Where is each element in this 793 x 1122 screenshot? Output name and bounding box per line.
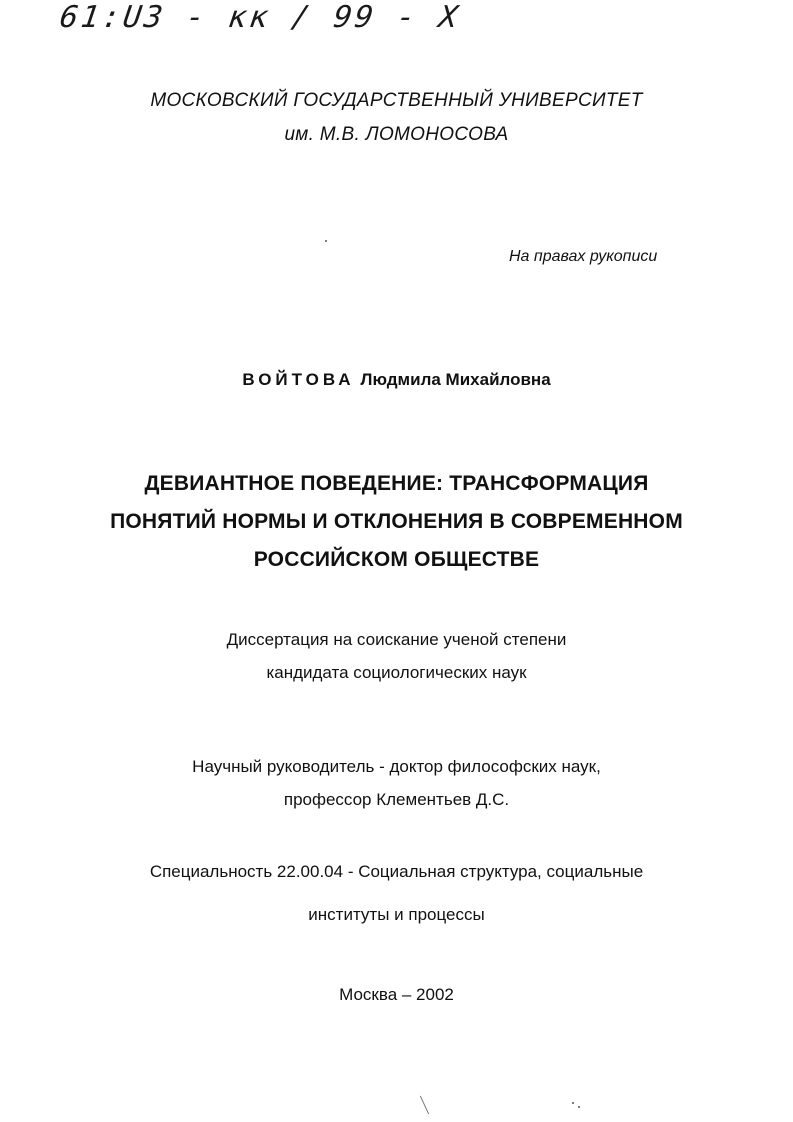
scan-speck: [572, 1102, 574, 1104]
manuscript-rights-note: На правах рукописи: [509, 248, 658, 265]
scan-speck: [325, 240, 327, 242]
city-year: Москва – 2002: [339, 985, 454, 1004]
degree-line-2: кандидата социологических наук: [266, 663, 527, 682]
university-named-after: им. М.В. ЛОМОНОСОВА: [284, 124, 509, 145]
dissertation-title-line-3: РОССИЙСКОМ ОБЩЕСТВЕ: [253, 548, 540, 571]
dissertation-title-line-1: ДЕВИАНТНОЕ ПОВЕДЕНИЕ: ТРАНСФОРМАЦИЯ: [144, 472, 649, 495]
supervisor-line-1: Научный руководитель - доктор философских наук,: [192, 757, 601, 776]
dissertation-title-line-2: ПОНЯТИЙ НОРМЫ И ОТКЛОНЕНИЯ В СОВРЕМЕННОМ: [110, 510, 683, 533]
specialty-line-1: Специальность 22.00.04 - Социальная структура, социальные: [149, 862, 644, 881]
specialty-line-2: институты и процессы: [308, 905, 485, 924]
author-given-names: Людмила Михайловна: [360, 370, 551, 389]
author-name: [0, 370, 793, 390]
degree-line-1: Диссертация на соискание ученой степени: [226, 630, 567, 649]
handwritten-archive-code: 61:U3 - кк / 99 - Х: [57, 0, 463, 35]
university-name: МОСКОВСКИЙ ГОСУДАРСТВЕННЫЙ УНИВЕРСИТЕТ: [150, 90, 643, 111]
supervisor-line-2: профессор Клементьев Д.С.: [283, 790, 510, 809]
scan-speck: [578, 1106, 580, 1108]
author-surname: ВОЙТОВА: [242, 370, 355, 389]
scan-mark: [420, 1096, 429, 1115]
